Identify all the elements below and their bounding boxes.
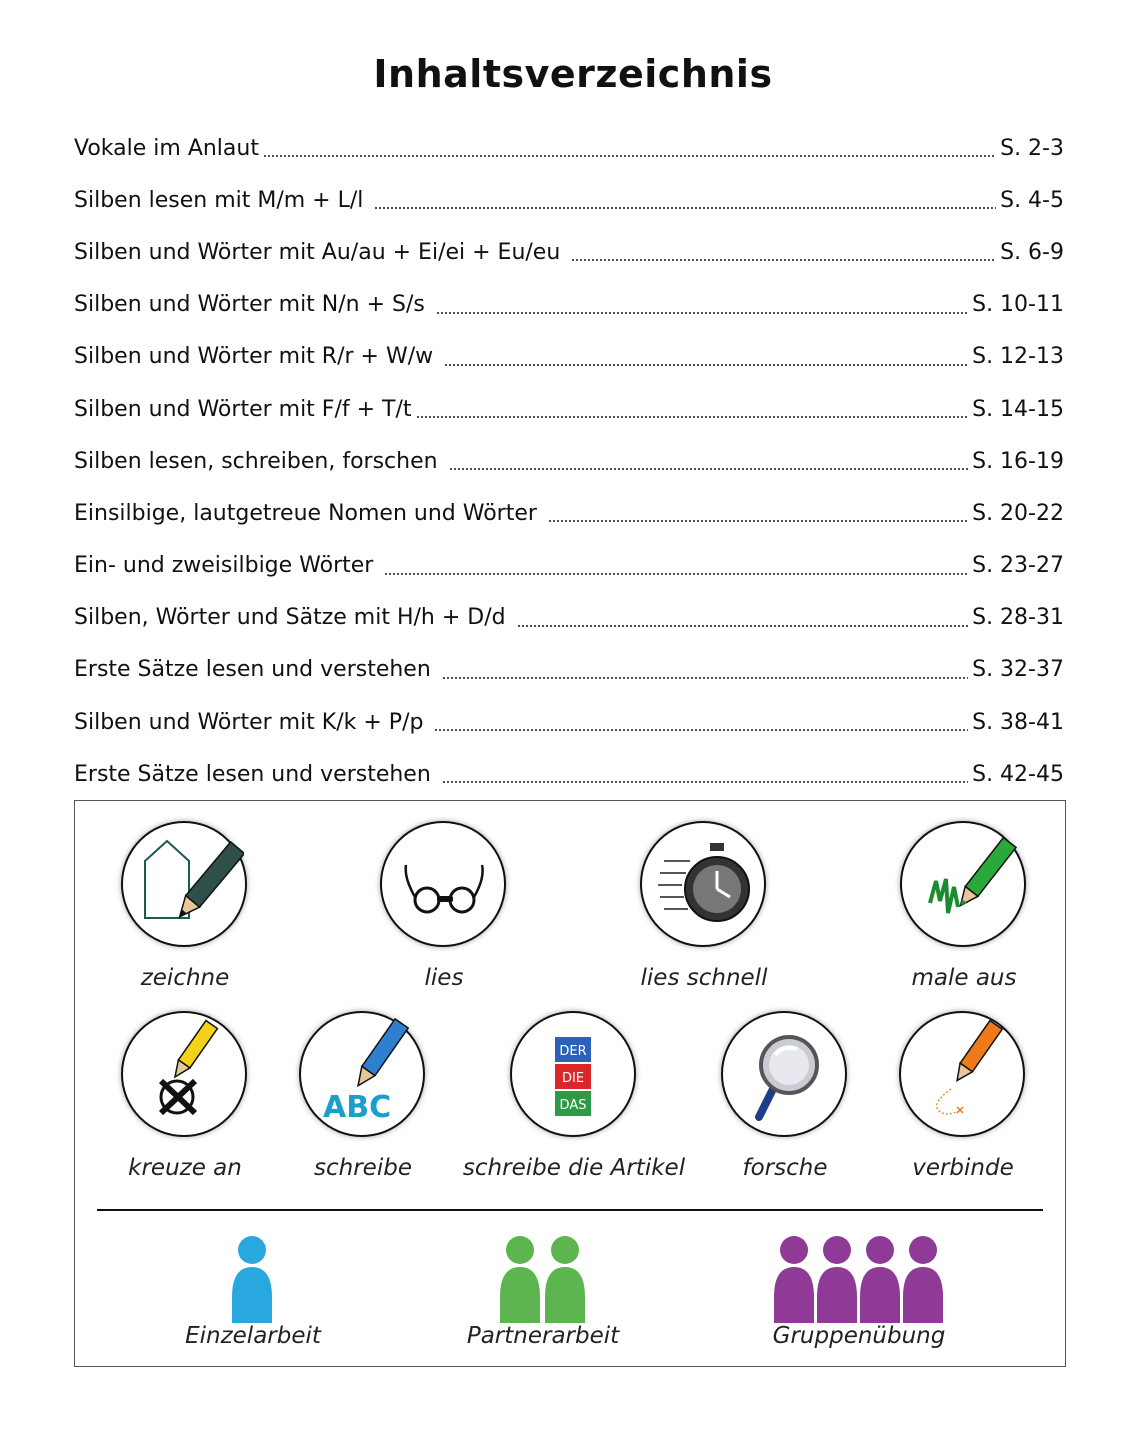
word-die: DIE bbox=[561, 1071, 585, 1086]
toc-leader-dots bbox=[442, 677, 968, 679]
label-lies: lies bbox=[424, 965, 464, 991]
toc-label: Vokale im Anlaut bbox=[74, 135, 259, 161]
label-schreibe: schreibe bbox=[314, 1155, 412, 1181]
toc-leader-dots bbox=[548, 520, 968, 522]
toc-label: Erste Sätze lesen und verstehen bbox=[74, 761, 438, 787]
toc-label: Silben und Wörter mit F/f + T/t bbox=[74, 396, 412, 422]
toc-row bbox=[74, 383, 1064, 435]
magnifier-icon bbox=[721, 1011, 847, 1137]
toc-page: S. 42-45 bbox=[972, 761, 1064, 787]
word-das: DAS bbox=[559, 1098, 587, 1113]
toc-label: Silben lesen mit M/m + L/l bbox=[74, 187, 371, 213]
toc-leader-dots bbox=[571, 259, 996, 261]
toc-leader-dots bbox=[384, 573, 968, 575]
label-zeichne: zeichne bbox=[140, 965, 230, 991]
toc-page: S. 38-41 bbox=[972, 709, 1064, 735]
toc-row bbox=[74, 696, 1064, 748]
glasses-icon bbox=[380, 821, 506, 947]
word-der: DER bbox=[559, 1044, 587, 1059]
toc-label: Silben und Wörter mit N/n + S/s bbox=[74, 292, 432, 318]
toc-leader-dots bbox=[434, 729, 968, 731]
toc-row bbox=[74, 279, 1064, 331]
orange-pencil-line-icon bbox=[899, 1011, 1025, 1137]
toc-row bbox=[74, 540, 1064, 592]
two-persons-icon bbox=[499, 1235, 587, 1323]
yellow-pencil-cross-icon bbox=[121, 1011, 247, 1137]
toc-page: S. 4-5 bbox=[1000, 187, 1064, 213]
label-forsche: forsche bbox=[742, 1155, 828, 1181]
label-gruppenuebung: Gruppenübung bbox=[772, 1323, 946, 1349]
toc-label: Silben und Wörter mit Au/au + Ei/ei + Eu/eu bbox=[74, 239, 568, 265]
toc-page: S. 32-37 bbox=[972, 657, 1064, 683]
abc-text: ABC bbox=[323, 1090, 392, 1125]
toc-page: S. 23-27 bbox=[972, 553, 1064, 579]
toc-label: Silben und Wörter mit R/r + W/w bbox=[74, 344, 441, 370]
table-of-contents bbox=[74, 122, 1064, 800]
divider bbox=[97, 1209, 1043, 1211]
toc-row bbox=[74, 435, 1064, 487]
label-schreibe-die-artikel: schreibe die Artikel bbox=[462, 1155, 686, 1181]
label-verbinde: verbinde bbox=[912, 1155, 1014, 1181]
toc-page: S. 20-22 bbox=[972, 500, 1064, 526]
toc-leader-dots bbox=[517, 625, 969, 627]
toc-leader-dots bbox=[444, 364, 968, 366]
toc-page: S. 16-19 bbox=[972, 448, 1064, 474]
toc-row bbox=[74, 226, 1064, 278]
toc-page: S. 12-13 bbox=[972, 344, 1064, 370]
toc-row bbox=[74, 644, 1064, 696]
toc-label: Erste Sätze lesen und verstehen bbox=[74, 657, 438, 683]
label-einzelarbeit: Einzelarbeit bbox=[185, 1323, 321, 1349]
toc-leader-dots bbox=[442, 781, 968, 783]
single-person-icon bbox=[229, 1235, 275, 1323]
label-kreuze-an: kreuze an bbox=[128, 1155, 242, 1181]
toc-label: Ein- und zweisilbige Wörter bbox=[74, 553, 381, 579]
toc-row bbox=[74, 122, 1064, 174]
label-partnerarbeit: Partnerarbeit bbox=[466, 1323, 620, 1349]
toc-row bbox=[74, 331, 1064, 383]
der-die-das-icon bbox=[510, 1011, 636, 1137]
toc-leader-dots bbox=[436, 312, 968, 314]
toc-label: Silben, Wörter und Sätze mit H/h + D/d bbox=[74, 605, 513, 631]
draw-house-pencil-icon bbox=[121, 821, 247, 947]
four-persons-icon bbox=[773, 1235, 945, 1323]
toc-page: S. 14-15 bbox=[972, 396, 1064, 422]
toc-page: S. 2-3 bbox=[1000, 135, 1064, 161]
toc-leader-dots bbox=[449, 468, 969, 470]
toc-row bbox=[74, 487, 1064, 539]
toc-row bbox=[74, 174, 1064, 226]
toc-page: S. 10-11 bbox=[972, 292, 1064, 318]
toc-leader-dots bbox=[263, 155, 996, 157]
toc-label: Einsilbige, lautgetreue Nomen und Wörter bbox=[74, 500, 544, 526]
toc-leader-dots bbox=[374, 207, 996, 209]
label-male-aus: male aus bbox=[911, 965, 1017, 991]
toc-leader-dots bbox=[416, 416, 969, 418]
toc-label: Silben lesen, schreiben, forschen bbox=[74, 448, 445, 474]
page-title: Inhaltsverzeichnis bbox=[373, 52, 773, 96]
blue-pencil-abc-icon bbox=[299, 1011, 425, 1137]
toc-row bbox=[74, 592, 1064, 644]
green-pencil-scribble-icon bbox=[900, 821, 1026, 947]
legend-box bbox=[74, 800, 1066, 1367]
toc-page: S. 28-31 bbox=[972, 605, 1064, 631]
toc-row bbox=[74, 748, 1064, 800]
stopwatch-icon bbox=[640, 821, 766, 947]
toc-label: Silben und Wörter mit K/k + P/p bbox=[74, 709, 431, 735]
toc-page: S. 6-9 bbox=[1000, 239, 1064, 265]
label-lies-schnell: lies schnell bbox=[640, 965, 768, 991]
